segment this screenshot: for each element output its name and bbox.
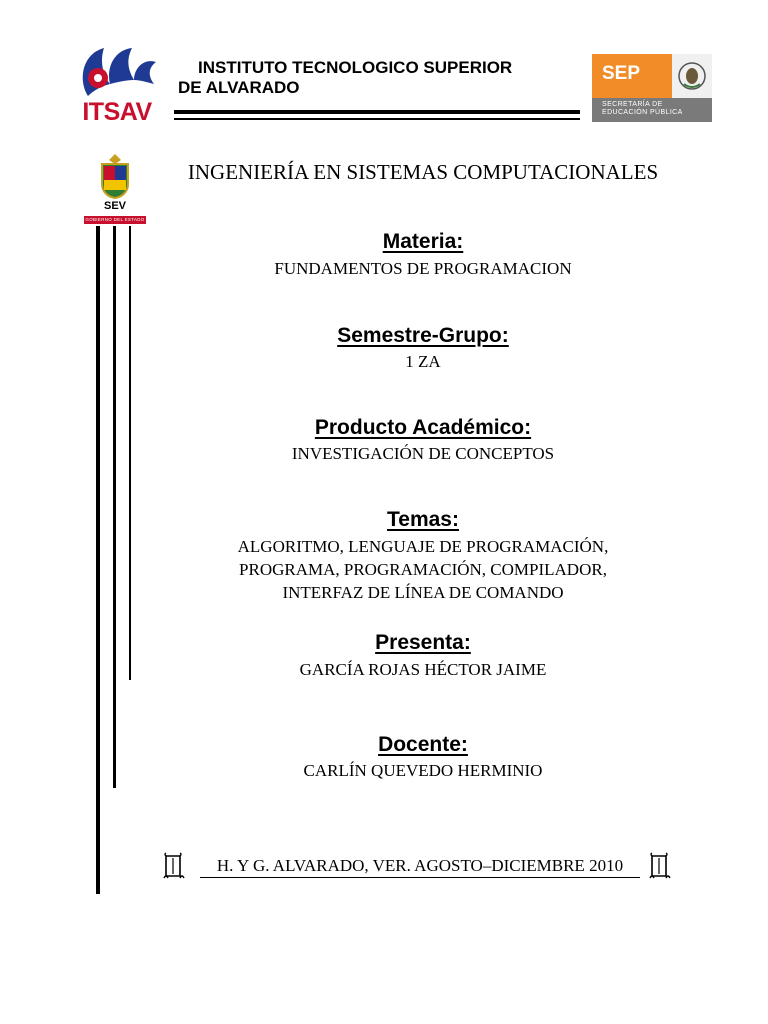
sev-caption: GOBIERNO DEL ESTADO xyxy=(85,217,145,222)
institute-title-line1: INSTITUTO TECNOLOGICO SUPERIOR xyxy=(198,58,513,77)
career-title: INGENIERÍA EN SISTEMAS COMPUTACIONALES xyxy=(187,160,659,184)
scroll-ornament-icon xyxy=(648,852,672,882)
sep-logo xyxy=(592,54,712,122)
decorative-vertical-line xyxy=(113,226,116,788)
sep-caption xyxy=(592,98,712,122)
semestre-label: Semestre-Grupo: xyxy=(337,324,509,347)
footer-place-date: H. Y G. ALVARADO, VER. AGOSTO–DICIEMBRE 2010 xyxy=(200,856,640,878)
mexico-seal-icon xyxy=(672,54,712,98)
veracruz-shield-icon xyxy=(84,152,146,200)
temas-line: ALGORITMO, LENGUAJE DE PROGRAMACIÓN, xyxy=(237,537,609,556)
sep-logo-block xyxy=(592,54,672,98)
docente-value: CARLÍN QUEVEDO HERMINIO xyxy=(303,761,543,780)
temas-value xyxy=(150,535,696,604)
sep-caption-line2: EDUCACIÓN PÚBLICA xyxy=(602,109,683,116)
sev-caption-bar xyxy=(84,216,146,224)
sep-caption-line1: SECRETARÍA DE xyxy=(602,101,663,108)
docente-label: Docente: xyxy=(378,733,468,756)
scroll-ornament-icon xyxy=(162,852,186,882)
institute-title xyxy=(178,58,578,98)
temas-line: PROGRAMA, PROGRAMACIÓN, COMPILADOR, xyxy=(239,560,607,579)
header-rule-thick xyxy=(174,110,580,114)
temas-line: INTERFAZ DE LÍNEA DE COMANDO xyxy=(282,583,564,602)
sev-logo-text: SEV xyxy=(103,200,126,212)
materia-label: Materia: xyxy=(382,230,464,253)
presenta-value: GARCÍA ROJAS HÉCTOR JAIME xyxy=(299,660,547,679)
header-rule-thin xyxy=(174,118,580,120)
decorative-vertical-line xyxy=(96,226,100,894)
sev-logo xyxy=(84,152,146,226)
sep-logo-text: SEP xyxy=(602,63,641,84)
itsav-logo xyxy=(74,40,160,126)
producto-label: Producto Académico: xyxy=(314,416,532,439)
semestre-value: 1 ZA xyxy=(405,352,441,371)
presenta-label: Presenta: xyxy=(375,631,471,654)
itsav-emblem-icon xyxy=(74,40,160,100)
decorative-vertical-line xyxy=(129,226,131,680)
producto-value: INVESTIGACIÓN DE CONCEPTOS xyxy=(291,444,555,463)
institute-title-line2: DE ALVARADO xyxy=(178,78,300,97)
temas-label: Temas: xyxy=(387,508,459,531)
materia-value: FUNDAMENTOS DE PROGRAMACION xyxy=(274,259,572,278)
itsav-logo-text: ITSAV xyxy=(82,98,152,126)
